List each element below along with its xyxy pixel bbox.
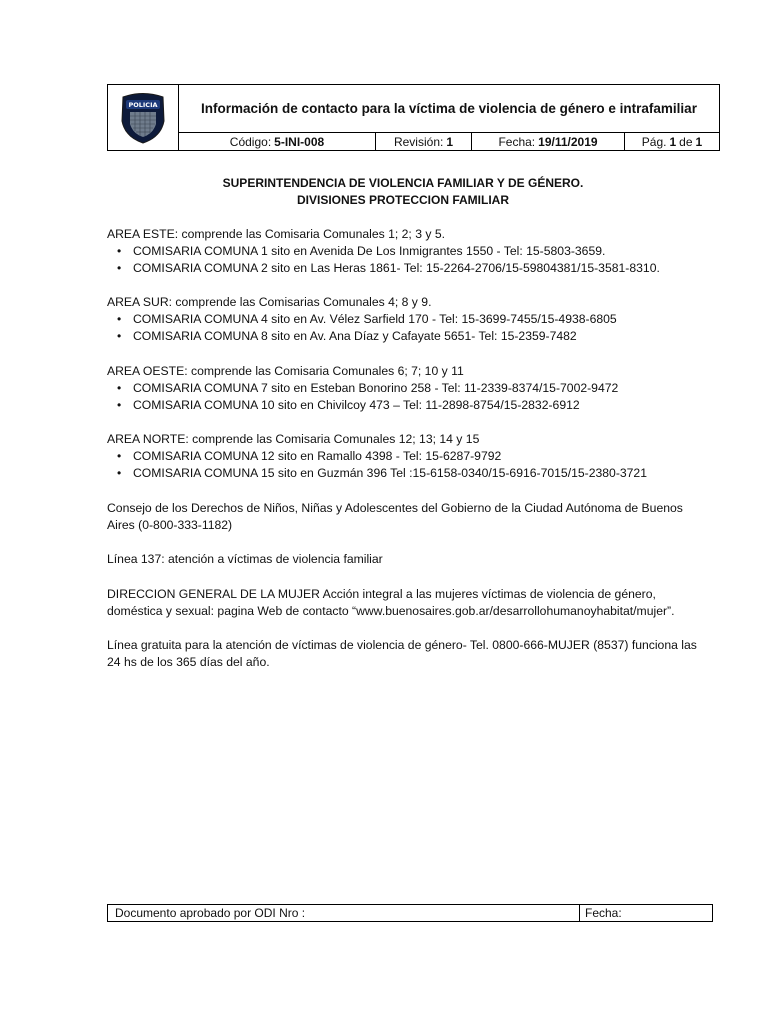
consejo-paragraph: Consejo de los Derechos de Niños, Niñas y Adolescentes del Gobierno de la Ciudad Autónoma de Buenos Aires (0-800-333-1182): [107, 501, 683, 532]
area-oeste-section: [107, 363, 707, 414]
linea-137-paragraph: Línea 137: atención a víctimas de violencia familiar: [107, 552, 383, 566]
pagina-value: 1: [669, 134, 677, 149]
list-item-text: COMISARIA COMUNA 4 sito en Av. Vélez Sarfield 170 - Tel: 15-3699-7455/15-4938-6805: [133, 312, 617, 326]
direccion-mujer-paragraph: DIRECCION GENERAL DE LA MUJER Acción integral a las mujeres víctimas de violencia de género, doméstica y sexual: pagina Web de contacto “www.buenosaires.gob.ar/desarrollohumanoyhabitat/mujer”.: [107, 587, 675, 618]
area-title: AREA ESTE: comprende las Comisaria Comunales 1; 2; 3 y 5.: [107, 227, 446, 241]
approval-footer: [107, 904, 713, 922]
area-title: AREA SUR: comprende las Comisarias Comunales 4; 8 y 9.: [107, 295, 432, 309]
logo-lettering: POLICIA: [128, 100, 158, 109]
list-item-text: COMISARIA COMUNA 7 sito en Esteban Bonorino 258 - Tel: 11-2339-8374/15-7002-9472: [133, 381, 619, 395]
document-header-table: [107, 84, 720, 151]
fecha-value: 19/11/2019: [538, 134, 598, 149]
area-este-section: [107, 226, 707, 277]
bullet: •: [117, 244, 122, 258]
bullet: •: [117, 261, 122, 275]
list-item: [107, 465, 707, 482]
revision-cell: [376, 133, 472, 150]
list-item: [107, 311, 707, 328]
list-item: [107, 380, 707, 397]
comisaria-list: [107, 243, 707, 277]
revision-label: Revisión:: [393, 134, 444, 149]
bullet: •: [117, 398, 122, 412]
comisaria-list: [107, 448, 707, 482]
fecha-cell: [472, 133, 625, 150]
police-badge-logo: [117, 91, 169, 145]
revision-value: 1: [446, 134, 454, 149]
approved-by-field: Documento aprobado por ODI Nro :: [108, 905, 580, 921]
comisaria-list: [107, 380, 707, 414]
list-item-text: COMISARIA COMUNA 1 sito en Avenida De Los Inmigrantes 1550 - Tel: 15-5803-3659.: [133, 244, 606, 258]
list-item: [107, 328, 707, 345]
approval-date-field: Fecha:: [585, 906, 622, 920]
list-item: [107, 397, 707, 414]
bullet: •: [117, 466, 122, 480]
document-meta-row: [179, 133, 719, 150]
list-item-text: COMISARIA COMUNA 15 sito en Guzmán 396 Tel :15-6158-0340/15-6916-7015/15-2380-3721: [133, 466, 647, 480]
heading-line-1: SUPERINTENDENCIA DE VIOLENCIA FAMILIAR Y DE GÉNERO.: [222, 176, 584, 190]
bullet: •: [117, 449, 122, 463]
list-item: [107, 243, 707, 260]
area-title: AREA NORTE: comprende las Comisaria Comunales 12; 13; 14 y 15: [107, 432, 480, 446]
area-title: AREA OESTE: comprende las Comisaria Comunales 6; 7; 10 y 11: [107, 364, 464, 378]
list-item: [107, 260, 707, 277]
bullet: •: [117, 381, 122, 395]
bullet: •: [117, 329, 122, 343]
bullet: •: [117, 312, 122, 326]
comisaria-list: [107, 311, 707, 345]
area-sur-section: [107, 294, 707, 345]
list-item-text: COMISARIA COMUNA 8 sito en Av. Ana Díaz y Cafayate 5651- Tel: 15-2359-7482: [133, 329, 577, 343]
heading-line-2: DIVISIONES PROTECCION FAMILIAR: [296, 193, 509, 207]
codigo-value: 5-INI-008: [274, 134, 325, 149]
linea-gratuita-paragraph: Línea gratuita para la atención de víctimas de violencia de género- Tel. 0800-666-MUJER (8537) funciona las 24 hs de los 365 días del año.: [107, 638, 697, 669]
pagina-cell: [625, 133, 719, 150]
list-item-text: COMISARIA COMUNA 10 sito en Chivilcoy 473 – Tel: 11-2898-8754/15-2832-6912: [133, 398, 580, 412]
codigo-cell: [179, 133, 376, 150]
document-title: Información de contacto para la víctima de violencia de género e intrafamiliar: [179, 85, 719, 133]
list-item: [107, 448, 707, 465]
pagina-of: de: [679, 134, 693, 149]
pagina-label: Pág.: [641, 134, 667, 149]
list-item-text: COMISARIA COMUNA 12 sito en Ramallo 4398 - Tel: 15-6287-9792: [133, 449, 502, 463]
list-item-text: COMISARIA COMUNA 2 sito en Las Heras 1861- Tel: 15-2264-2706/15-59804381/15-3581-8310.: [133, 261, 660, 275]
logo-cell: [108, 85, 179, 150]
area-norte-section: [107, 431, 707, 482]
codigo-label: Código:: [229, 134, 272, 149]
fecha-label: Fecha:: [498, 134, 536, 149]
pagina-total: 1: [695, 134, 703, 149]
